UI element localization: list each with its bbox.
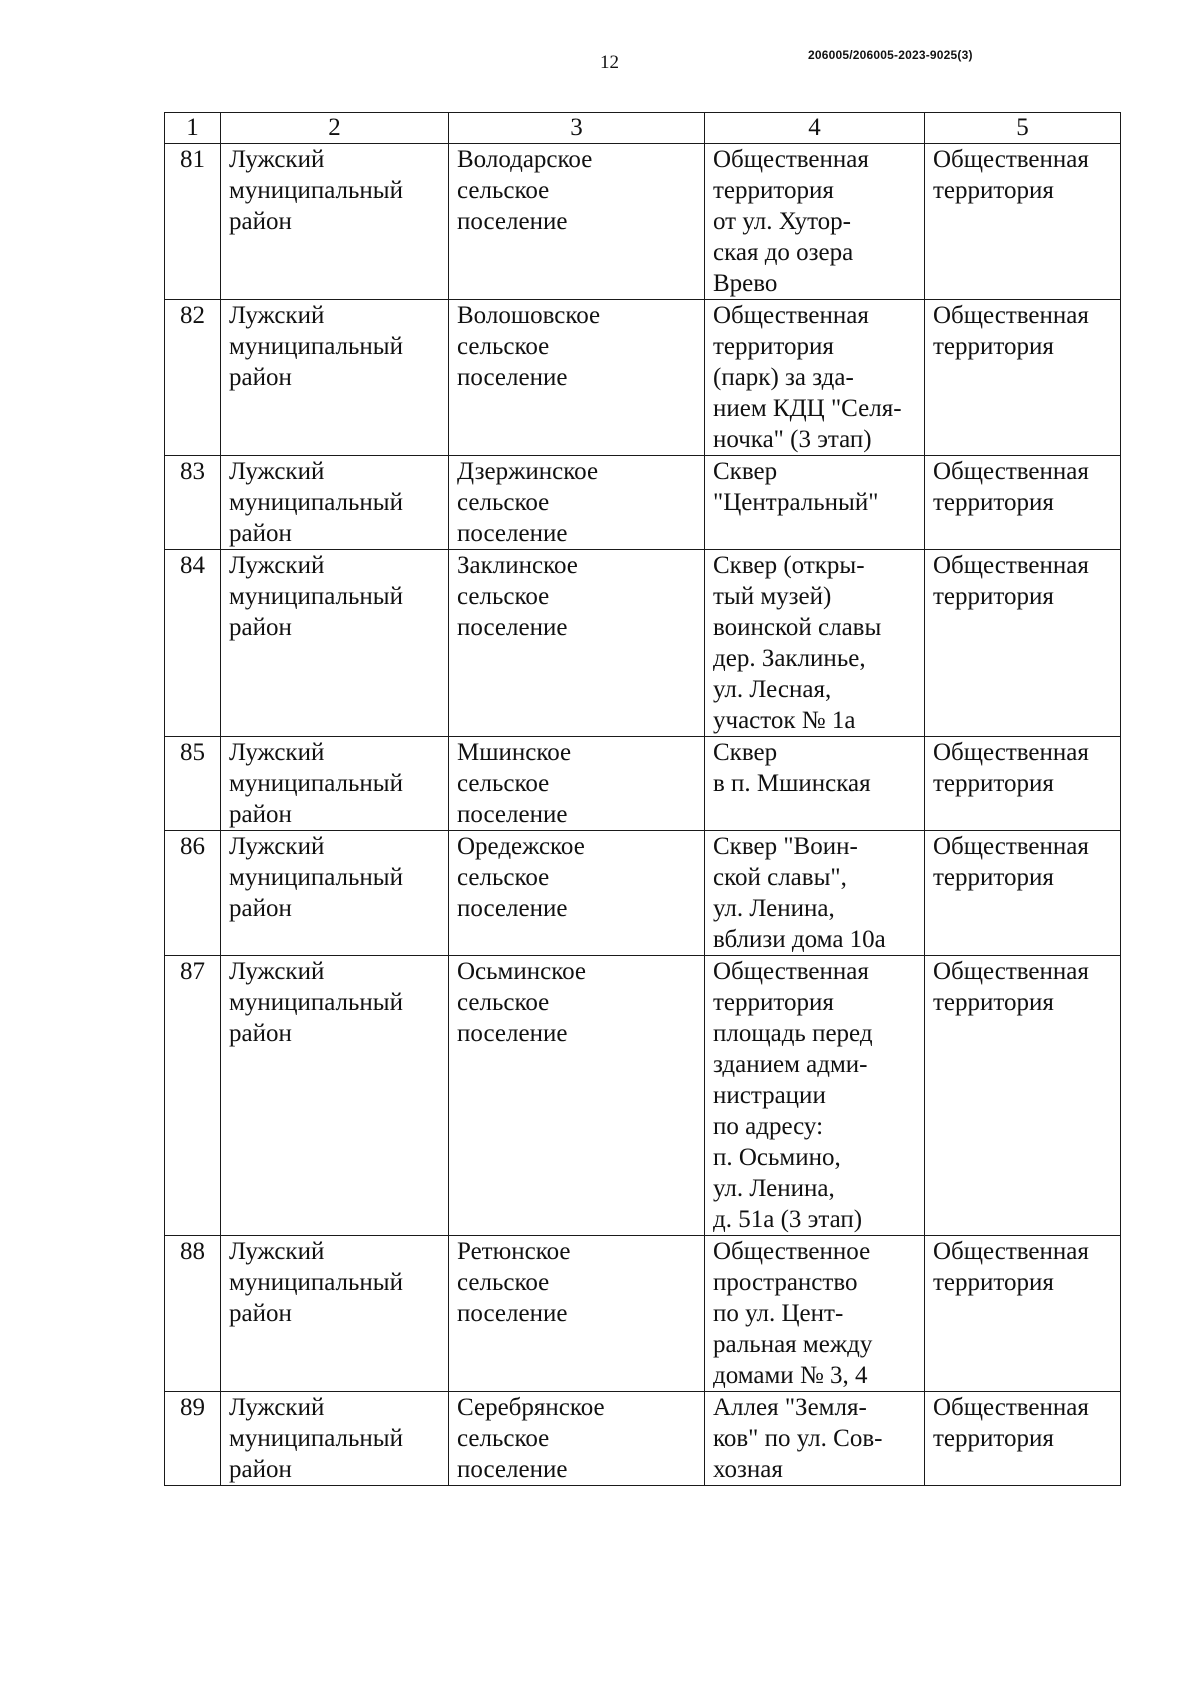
settlement-cell: Мшинское сельское поселение (449, 737, 705, 831)
type-cell: Общественная территория (925, 956, 1121, 1236)
district-cell: Лужский муниципальный район (221, 1392, 449, 1486)
object-cell: Сквер "Центральный" (705, 456, 925, 550)
district-cell: Лужский муниципальный район (221, 956, 449, 1236)
table-header-row (165, 113, 1121, 144)
district-cell: Лужский муниципальный район (221, 1236, 449, 1392)
object-cell: Сквер (откры- тый музей) воинской славы дер. Заклинье, ул. Лесная, участок № 1а (705, 550, 925, 737)
type-cell: Общественная территория (925, 737, 1121, 831)
type-cell: Общественная территория (925, 1236, 1121, 1392)
type-cell: Общественная территория (925, 831, 1121, 956)
column-header: 2 (221, 113, 449, 144)
row-number: 88 (165, 1236, 221, 1392)
row-number: 83 (165, 456, 221, 550)
table-row (165, 831, 1121, 956)
row-number: 84 (165, 550, 221, 737)
table-row (165, 144, 1121, 300)
row-number: 89 (165, 1392, 221, 1486)
table-row (165, 956, 1121, 1236)
district-cell: Лужский муниципальный район (221, 144, 449, 300)
object-cell: Общественная территория от ул. Хутор- ская до озера Врево (705, 144, 925, 300)
object-cell: Общественная территория площадь перед зданием адми- нистрации по адресу: п. Осьмино, ул. Ленина, д. 51а (3 этап) (705, 956, 925, 1236)
district-cell: Лужский муниципальный район (221, 737, 449, 831)
type-cell: Общественная территория (925, 1392, 1121, 1486)
table-row (165, 300, 1121, 456)
district-cell: Лужский муниципальный район (221, 831, 449, 956)
settlement-cell: Волошовское сельское поселение (449, 300, 705, 456)
column-header: 1 (165, 113, 221, 144)
row-number: 85 (165, 737, 221, 831)
row-number: 87 (165, 956, 221, 1236)
settlement-cell: Осьминское сельское поселение (449, 956, 705, 1236)
table-row (165, 1236, 1121, 1392)
column-header: 4 (705, 113, 925, 144)
column-header: 3 (449, 113, 705, 144)
settlement-cell: Заклинское сельское поселение (449, 550, 705, 737)
district-cell: Лужский муниципальный район (221, 456, 449, 550)
page-number: 12 (600, 52, 619, 73)
settlement-cell: Дзержинское сельское поселение (449, 456, 705, 550)
table-row (165, 456, 1121, 550)
row-number: 81 (165, 144, 221, 300)
object-cell: Аллея "Земля- ков" по ул. Сов- хозная (705, 1392, 925, 1486)
settlement-cell: Серебрянское сельское поселение (449, 1392, 705, 1486)
type-cell: Общественная территория (925, 300, 1121, 456)
table-row (165, 1392, 1121, 1486)
object-cell: Общественное пространство по ул. Цент- ральная между домами № 3, 4 (705, 1236, 925, 1392)
table-row (165, 550, 1121, 737)
type-cell: Общественная территория (925, 144, 1121, 300)
row-number: 86 (165, 831, 221, 956)
row-number: 82 (165, 300, 221, 456)
settlement-cell: Оредежское сельское поселение (449, 831, 705, 956)
object-cell: Сквер "Воин- ской славы", ул. Ленина, вблизи дома 10а (705, 831, 925, 956)
table-row (165, 737, 1121, 831)
column-header: 5 (925, 113, 1121, 144)
settlement-cell: Володарское сельское поселение (449, 144, 705, 300)
district-cell: Лужский муниципальный район (221, 550, 449, 737)
territories-table (164, 112, 1121, 1486)
object-cell: Общественная территория (парк) за зда- нием КДЦ "Селя- ночка" (3 этап) (705, 300, 925, 456)
document-id: 206005/206005-2023-9025(3) (808, 48, 973, 62)
object-cell: Сквер в п. Мшинская (705, 737, 925, 831)
type-cell: Общественная территория (925, 550, 1121, 737)
type-cell: Общественная территория (925, 456, 1121, 550)
district-cell: Лужский муниципальный район (221, 300, 449, 456)
settlement-cell: Ретюнское сельское поселение (449, 1236, 705, 1392)
